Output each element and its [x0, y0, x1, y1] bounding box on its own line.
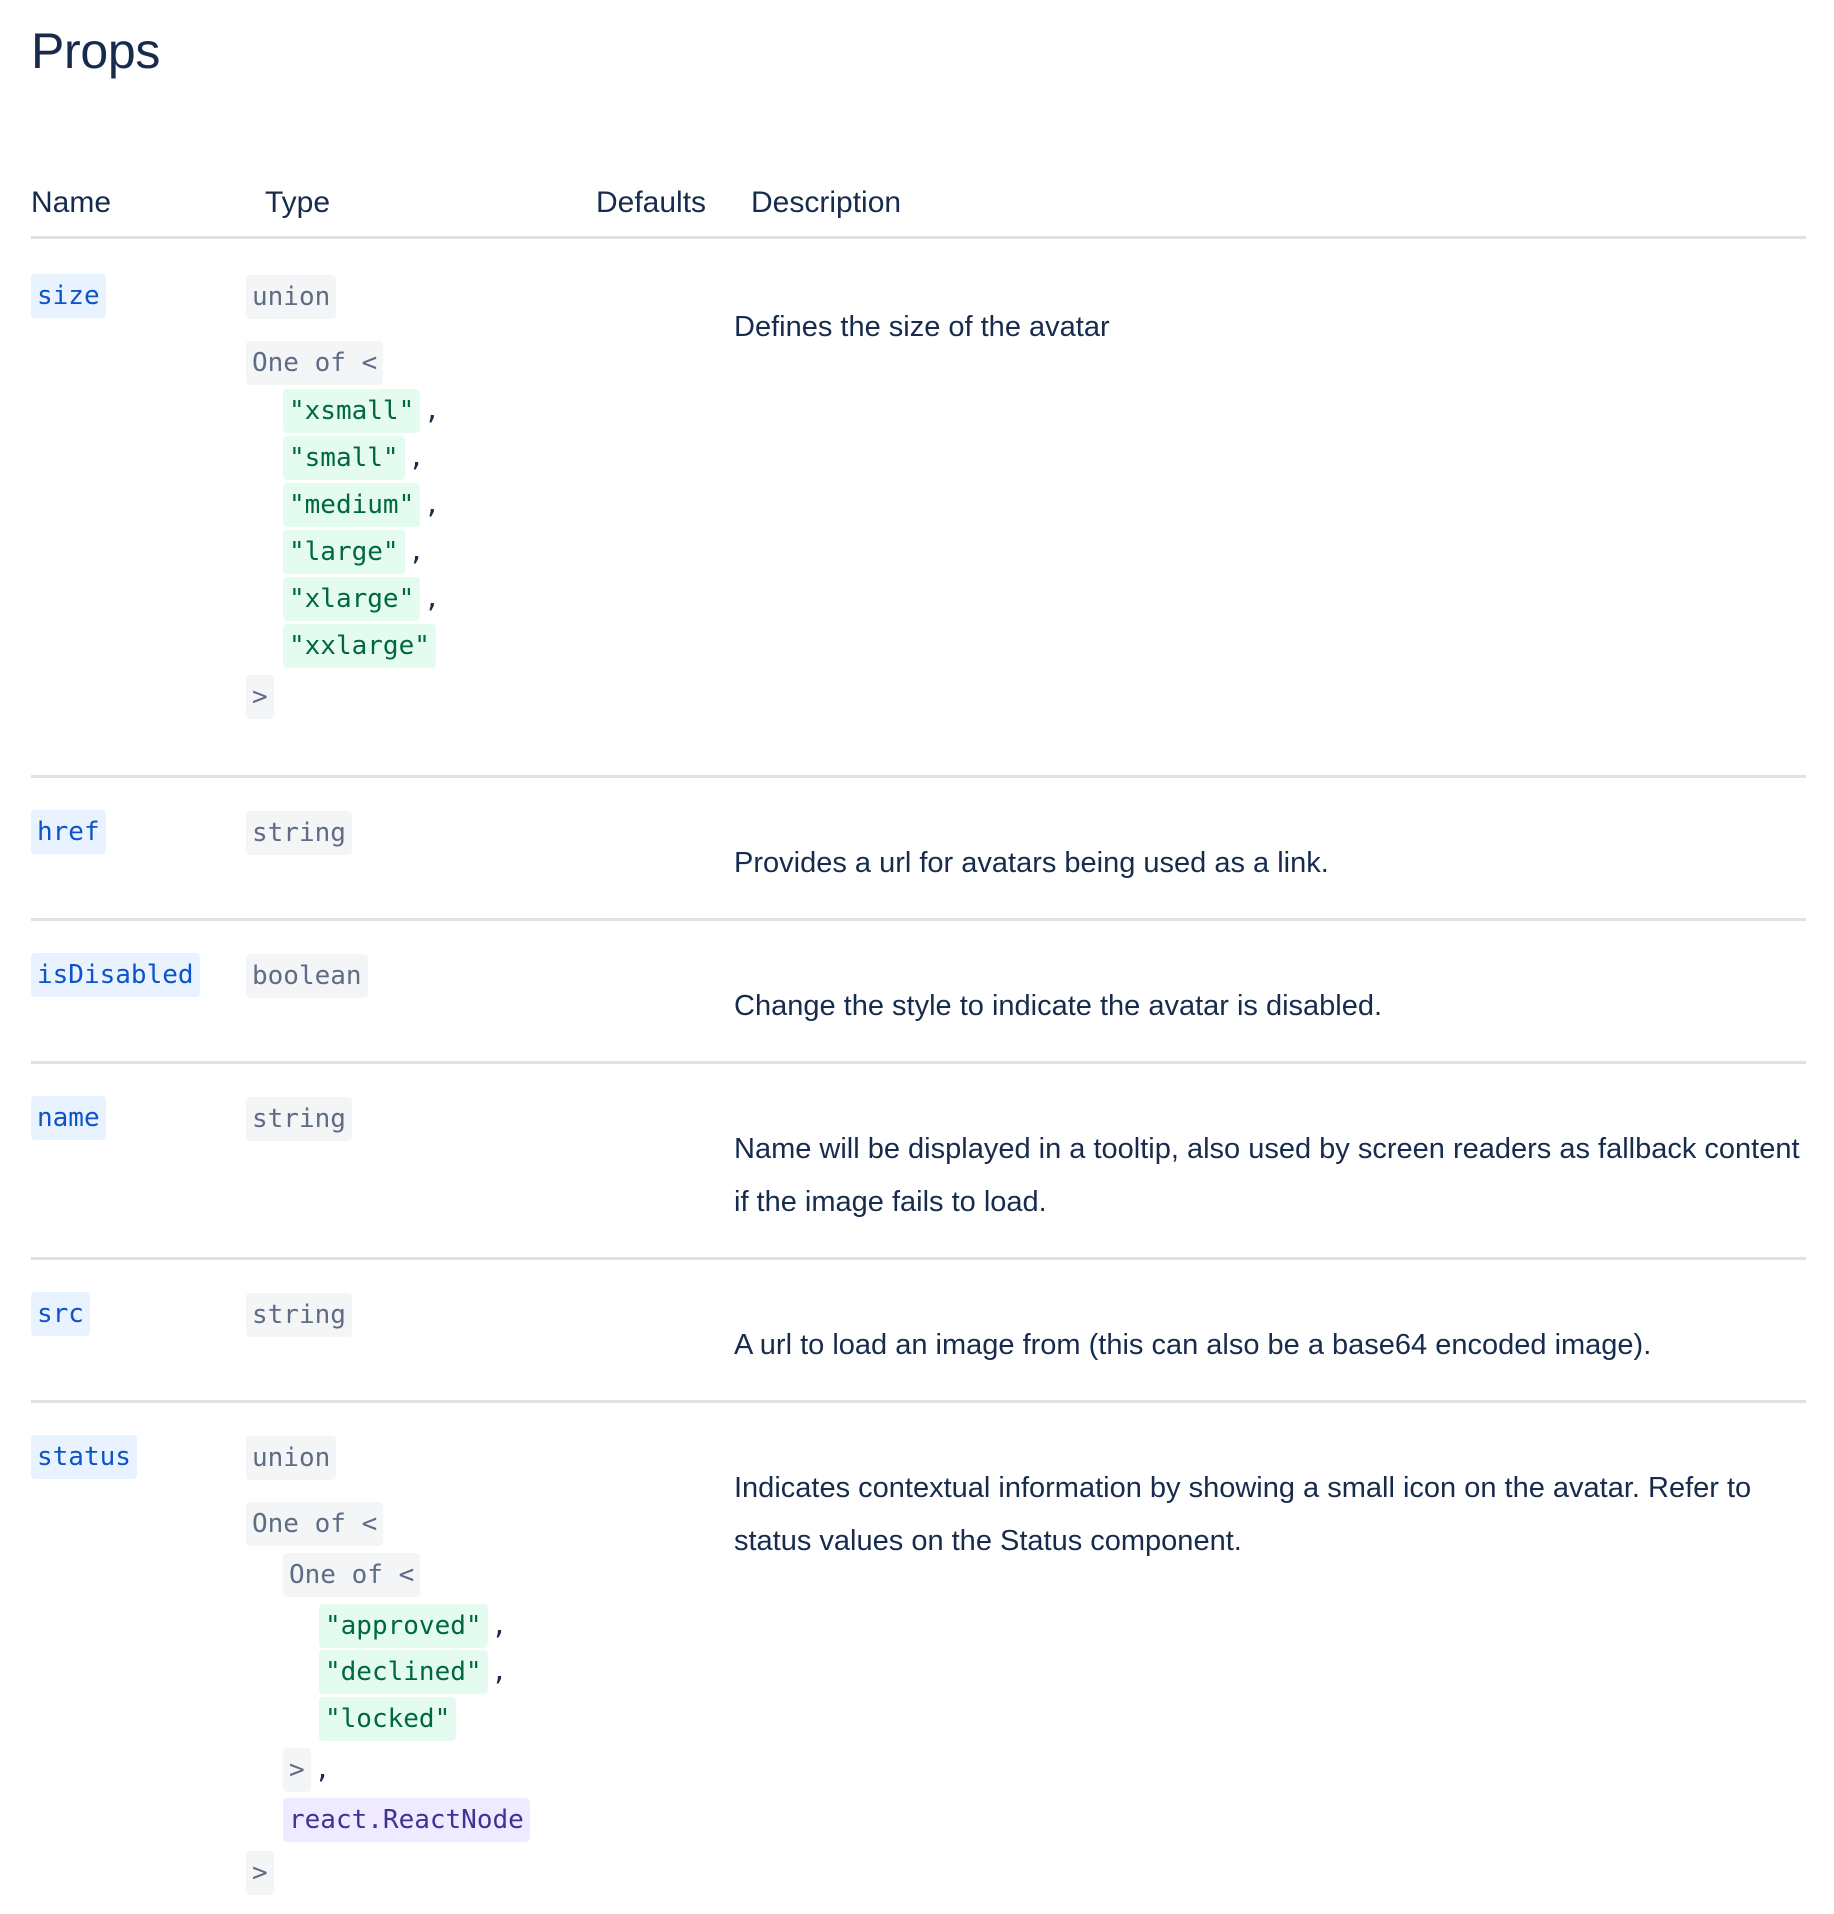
enum-value: "xxlarge" [283, 624, 436, 668]
enum-value: "small" [283, 436, 405, 480]
header-type: Type [265, 186, 331, 219]
comma: , [424, 584, 440, 614]
enum-value: "xsmall" [283, 389, 420, 433]
comma: , [424, 396, 440, 426]
prop-name: status [31, 1435, 137, 1479]
enum-value: "locked" [319, 1697, 456, 1741]
react-node-type: react.ReactNode [283, 1798, 530, 1842]
prop-type: union [246, 1436, 336, 1480]
prop-type: string [246, 1097, 352, 1141]
header-description: Description [751, 186, 902, 219]
prop-description: Provides a url for avatars being used as a link. [734, 847, 1329, 879]
header-name: Name [31, 186, 112, 219]
prop-description: Indicates contextual information by showing a small icon on the avatar. Refer to status values on the Status component. [734, 1472, 1752, 1557]
prop-name: isDisabled [31, 953, 200, 997]
comma: , [314, 1755, 331, 1785]
prop-description: Name will be displayed in a tooltip, also used by screen readers as fallback content if the image fails to load. [734, 1133, 1800, 1218]
prop-type: union [246, 275, 336, 319]
prop-name: size [31, 274, 106, 318]
table-row [31, 1257, 1806, 1403]
table-row [31, 1400, 1806, 1914]
comma: , [408, 443, 425, 473]
enum-value: "declined" [319, 1650, 488, 1694]
enum-value: "xlarge" [283, 577, 420, 621]
comma: , [408, 537, 425, 567]
table-row [31, 239, 1806, 778]
one-of-close: > [246, 675, 274, 719]
one-of-open: One of < [246, 341, 383, 385]
header-defaults: Defaults [596, 186, 707, 219]
prop-name: src [31, 1292, 90, 1336]
prop-type: boolean [246, 954, 368, 998]
prop-name: name [31, 1096, 106, 1140]
prop-name: href [31, 810, 106, 854]
inner-one-of-open: One of < [283, 1553, 420, 1597]
table-row [31, 918, 1806, 1064]
prop-description: Defines the size of the avatar [734, 311, 1110, 343]
prop-description: Change the style to indicate the avatar is disabled. [734, 990, 1383, 1022]
prop-description: A url to load an image from (this can also be a base64 encoded image). [734, 1329, 1652, 1361]
one-of-open: One of < [246, 1502, 383, 1546]
inner-one-of-close: > [283, 1748, 311, 1792]
enum-value: "large" [283, 530, 405, 574]
prop-type: string [246, 1293, 352, 1337]
enum-value: "medium" [283, 483, 420, 527]
table-header [31, 186, 1806, 239]
one-of-close: > [246, 1851, 274, 1895]
prop-type: string [246, 811, 352, 855]
enum-value: "approved" [319, 1604, 488, 1648]
table-row [31, 775, 1806, 921]
comma: , [491, 1611, 508, 1641]
page-title: Props [31, 23, 161, 79]
comma: , [491, 1657, 508, 1687]
table-row [31, 1061, 1806, 1260]
comma: , [424, 490, 440, 520]
